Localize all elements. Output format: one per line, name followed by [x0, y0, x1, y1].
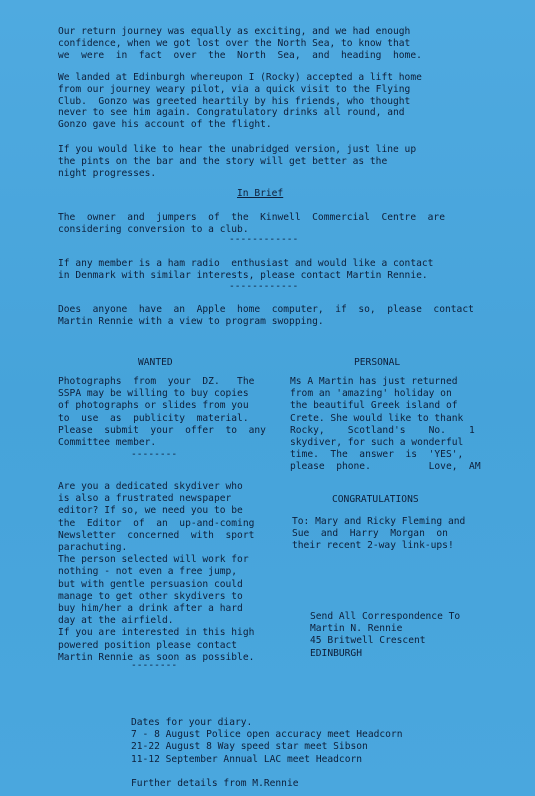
text-line: Newsletter concerned with sport: [58, 529, 255, 541]
text-line: Please submit your offer to any: [58, 424, 266, 436]
text-line: day at the airfield.: [58, 615, 174, 627]
divider: ------------: [229, 281, 299, 292]
text-line: SSPA may be willing to buy copies: [58, 388, 249, 400]
text-line: considering conversion to a club.: [58, 223, 249, 235]
text-line: their recent 2-way link-ups!: [292, 540, 454, 552]
correspondence-address: [310, 611, 460, 660]
text-line: 45 Britwell Crescent: [310, 635, 426, 647]
text-line: manage to get other skydivers to: [58, 590, 243, 602]
text-line: buy him/her a drink after a hard: [58, 603, 243, 615]
wanted-text: [58, 376, 266, 449]
text-line: We landed at Edinburgh whereupon I (Rocky) accepted a lift home: [58, 72, 422, 83]
text-line: Send All Correspondence To: [310, 611, 461, 622]
text-line: 21-22 August 8 Way speed star meet Sibson: [131, 741, 368, 753]
text-line: Ms A Martin has just returned: [290, 376, 458, 387]
text-line: If any member is a ham radio enthusiast and would like a contact: [58, 258, 434, 269]
text-line: confidence, when we got lost over the North Sea, to know that: [58, 37, 411, 49]
text-line: we were in fact over the North Sea, and heading home.: [58, 49, 422, 61]
congratulations-text: [292, 516, 465, 553]
text-line: the pints on the bar and the story will get better as the: [58, 155, 388, 167]
text-line: Martin N. Rennie: [310, 623, 403, 635]
return-journey-paragraph: [58, 26, 422, 61]
diary-dates: [131, 717, 402, 790]
personal-text: [290, 376, 481, 474]
divider: --------: [131, 660, 178, 671]
text-line: time. The answer is 'YES',: [290, 449, 464, 461]
text-line: the beautiful Greek island of: [290, 400, 458, 412]
text-line: please phone. Love, AM: [290, 461, 481, 473]
divider: ------------: [229, 234, 299, 245]
text-line: The owner and jumpers of the Kinwell Commercial Centre are: [58, 212, 445, 223]
text-line: the Editor of an up-and-coming: [58, 517, 255, 529]
text-line: editor? If so, we need you to be: [58, 505, 243, 517]
divider: --------: [131, 449, 178, 460]
text-line: Our return journey was equally as exciting, and we had enough: [58, 26, 411, 37]
text-line: but with gentle persuasion could: [58, 578, 243, 590]
text-line: to use as publicity material.: [58, 412, 249, 424]
congratulations-heading: CONGRATULATIONS: [332, 494, 419, 505]
text-line: Sue and Harry Morgan on: [292, 528, 448, 540]
brief-ham-radio-item: [58, 258, 433, 282]
text-line: Martin Rennie with a view to program swopping.: [58, 315, 324, 327]
text-line: Photographs from your DZ. The: [58, 376, 255, 387]
text-line: never to see him again. Congratulatory drinks all round, and: [58, 107, 405, 119]
text-line: of photographs or slides from you: [58, 400, 249, 412]
text-line: Does anyone have an Apple home computer, if so, please contact: [58, 304, 474, 315]
text-line: powered position please contact: [58, 639, 238, 651]
text-line: Martin Rennie as soon as possible.: [58, 651, 255, 663]
text-line: EDINBURGH: [310, 647, 362, 659]
text-line: [131, 766, 402, 778]
text-line: Gonzo gave his account of the flight.: [58, 119, 272, 131]
text-line: nothing - not even a free jump,: [58, 566, 238, 578]
text-line: from an 'amazing' holiday on: [290, 388, 452, 400]
landing-paragraph: [58, 72, 422, 131]
text-line: night progresses.: [58, 167, 157, 179]
text-line: skydiver, for such a wonderful: [290, 437, 464, 449]
text-line: Further details from M.Rennie: [131, 778, 299, 790]
text-line: Rocky, Scotland's No. 1: [290, 424, 475, 436]
text-line: If you are interested in this high: [58, 627, 255, 639]
text-line: is also a frustrated newspaper: [58, 493, 232, 505]
wanted-heading: WANTED: [138, 357, 173, 368]
text-line: in Denmark with similar interests, please contact Martin Rennie.: [58, 269, 428, 281]
in-brief-heading: In Brief: [237, 188, 284, 199]
text-line: 11-12 September Annual LAC meet Headcorn: [131, 753, 363, 765]
brief-kinwell-item: [58, 212, 445, 236]
personal-heading: PERSONAL: [354, 357, 401, 368]
text-line: parachuting.: [58, 542, 128, 554]
unabridged-paragraph: [58, 144, 416, 179]
text-line: The person selected will work for: [58, 554, 249, 566]
text-line: 7 - 8 August Police open accuracy meet Headcorn: [131, 729, 403, 741]
text-line: Committee member.: [58, 437, 157, 449]
text-line: To: Mary and Ricky Fleming and: [292, 516, 466, 527]
text-line: from our journey weary pilot, via a quick visit to the Flying: [58, 83, 411, 95]
text-line: If you would like to hear the unabridged version, just line up: [58, 144, 417, 155]
text-line: Club. Gonzo was greeted heartily by his friends, who thought: [58, 95, 411, 107]
editor-wanted-text: [58, 481, 254, 664]
brief-apple-computer-item: [58, 304, 474, 328]
text-line: Are you a dedicated skydiver who: [58, 481, 243, 492]
text-line: Crete. She would like to thank: [290, 412, 464, 424]
text-line: Dates for your diary.: [131, 717, 253, 728]
